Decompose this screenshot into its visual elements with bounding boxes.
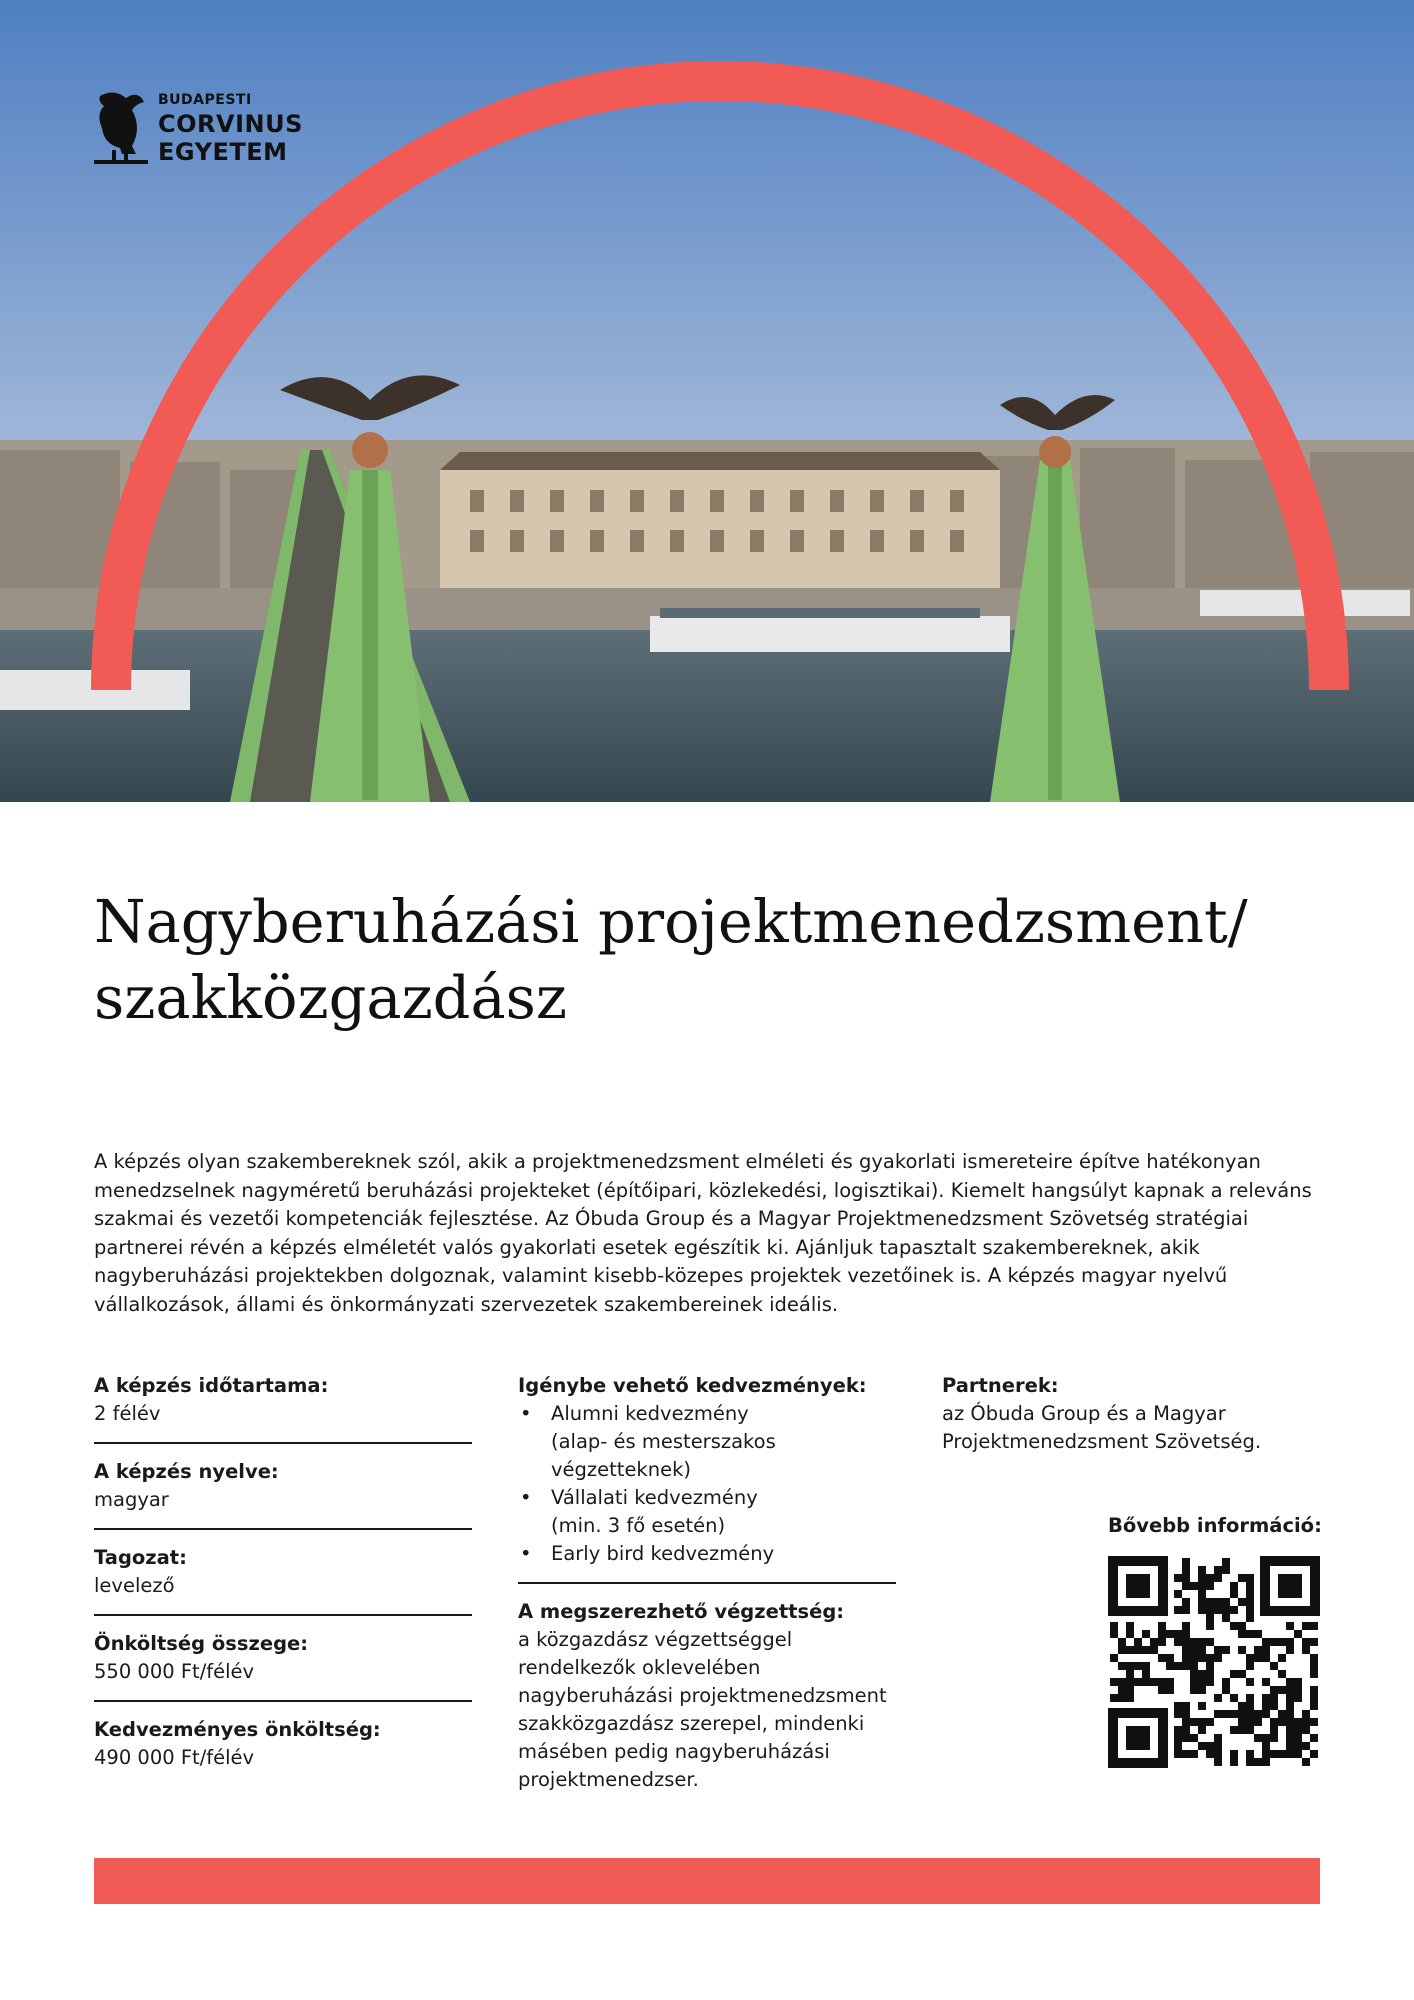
discounts-column [518,1372,896,1822]
duration-value: 2 félév [94,1402,161,1425]
list-item [518,1540,896,1568]
corvinus-logo [92,88,332,172]
partners-value: az Óbuda Group és a Magyar Projektmenedzsment Szövetség. [942,1402,1262,1453]
details-column [94,1372,472,1800]
list-item [518,1400,896,1484]
discount-corporate-note: (min. 3 fő esetén) [551,1514,726,1537]
fee-item [94,1630,472,1702]
language-value: magyar [94,1488,169,1511]
discounts-list [518,1400,896,1568]
discount-alumni-note: (alap- és mesterszakos [551,1430,776,1453]
discount-early-bird: • Early bird kedvezmény [551,1542,775,1565]
list-item [518,1484,896,1540]
page-title [94,884,1354,1036]
discount-alumni-note-2: végzetteknek) [551,1458,691,1481]
accent-bar [94,1858,1320,1904]
discounted-fee-label: Kedvezményes önköltség: [94,1718,381,1741]
title-line-1: Nagyberuházási projektmenedzsment/ [94,887,1248,956]
fee-label: Önköltség összege: [94,1632,309,1655]
language-label: A képzés nyelve: [94,1460,279,1483]
logo-line-1: BUDAPESTI [158,92,252,108]
discount-corporate: • Vállalati kedvezmény [551,1486,758,1509]
corvinus-raven-icon [92,88,150,172]
fee-value: 550 000 Ft/félév [94,1660,255,1683]
partners-column [942,1372,1322,1484]
intro-paragraph: A képzés olyan szakembereknek szól, akik a projektmenedzsment elméleti és gyakorlati ismereteire építve hatékonyan menedzselnek nagyméretű beruházási projekteket (építőipari, közlekedési, logisztikai). Kiemelt hangsúlyt kapnak a releváns szakmai és vezetői kompetenciák fejlesztése. Az Óbuda Group és a Magyar Projektmenedzsment Szövetség stratégiai partnerei révén a képzés elméletét valós gyakorlati esetek egészítik ki. Ajánljuk tapasztalt szakembereknek, akik nagyberuházási projektekben dolgoznak, valamint kisebb-közepes projektek vezetőinek is. A képzés magyar nyelvű vállalkozások, állami és önkormányzati szervezetek szakembereinek ideális. [94,1150,1312,1316]
title-line-2: szakközgazdász [94,963,567,1032]
logo-line-2: CORVINUS [158,110,303,138]
mode-item [94,1544,472,1616]
discounts-label: Igénybe vehető kedvezmények: [518,1374,867,1397]
discount-alumni: • Alumni kedvezmény [551,1402,749,1425]
qr-code-icon[interactable] [1108,1556,1320,1768]
qualification-item [518,1598,896,1808]
duration-item [94,1372,472,1444]
logo-line-3: EGYETEM [158,138,288,166]
discounted-fee-item [94,1716,472,1786]
discounted-fee-value: 490 000 Ft/félév [94,1746,255,1769]
mode-label: Tagozat: [94,1546,187,1569]
language-item [94,1458,472,1530]
qualification-label: A megszerezhető végzettség: [518,1600,845,1623]
partners-label: Partnerek: [942,1374,1059,1397]
discounts-item [518,1372,896,1584]
more-info-label: Bővebb információ: [1108,1514,1322,1537]
mode-value: levelező [94,1574,175,1597]
qualification-value: a közgazdász végzettséggel rendelkezők oklevelében nagyberuházási projektmenedzsment szakközgazdász szerepel, mindenki másében pedig nagyberuházási projektmenedzser. [518,1628,887,1791]
duration-label: A képzés időtartama: [94,1374,329,1397]
partners-item [942,1372,1322,1470]
